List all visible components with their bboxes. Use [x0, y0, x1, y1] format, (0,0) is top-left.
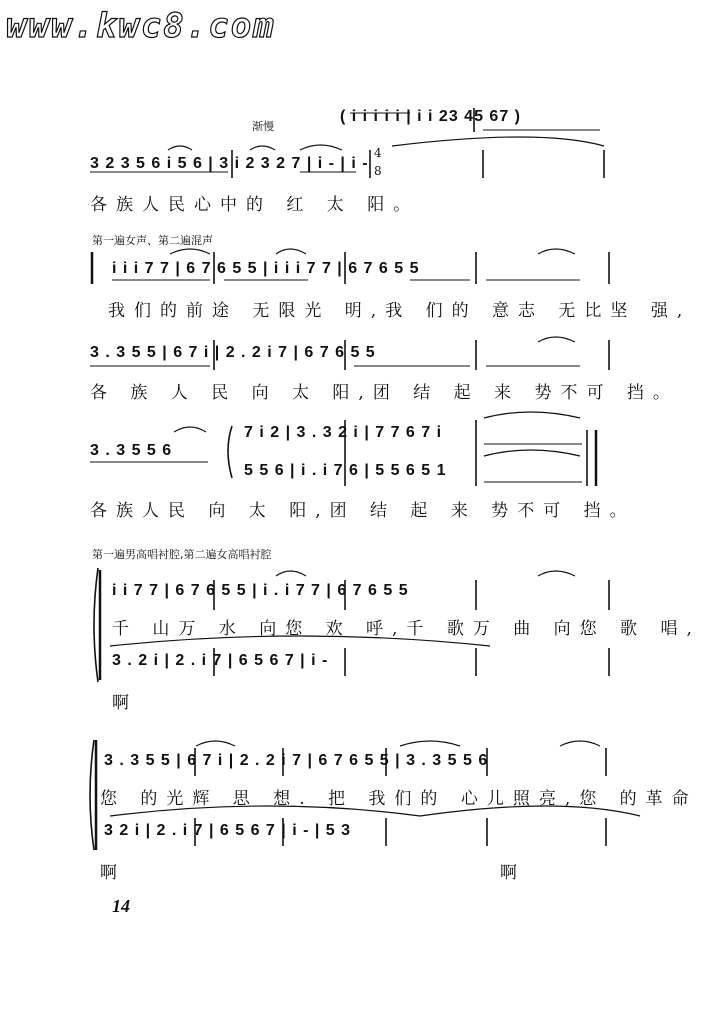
section1-header: 第一遍女声、第二遍混声 — [92, 234, 213, 247]
row6-notes-upper: 3 . 3 5 5 | 6 7 i | 2 . 2 i 7 | 6 7 6 5 5 | 3 . 3 5 5 6 — [104, 752, 489, 769]
row3-notes: 3 . 3 5 5 | 6 7 i | 2 . 2 i 7 | 6 7 6 5 5 — [90, 344, 376, 361]
row1-lyrics: 各族人民心中的 红 太 阳。 — [90, 195, 420, 215]
row4-notes-lower: 5 5 6 | i . i 7 6 | 5 5 6 5 1 — [244, 462, 447, 479]
row6-lyrics-lower-2: 啊 — [500, 863, 526, 883]
time-sig-bottom: 8 — [374, 164, 382, 178]
watermark: www.kwc8.com — [6, 6, 276, 46]
row5-lyrics-upper: 千 山万 水 向您 欢 呼,千 歌万 曲 向您 歌 唱, — [112, 619, 701, 639]
row5-notes-upper: i i 7 7 | 6 7 6 5 5 | i . i 7 7 | 6 7 6 5 5 — [112, 582, 409, 599]
intro-phrase: ( i i i i i | i i 23 45 67 ) — [340, 108, 521, 125]
row4-notes-upper: 7 i 2 | 3 . 3 2 i | 7 7 6 7 i — [244, 424, 443, 441]
row3-lyrics: 各 族 人 民 向 太 阳,团 结 起 来 势不可 挡。 — [90, 383, 679, 403]
row5-notes-lower: 3 . 2 i | 2 . i 7 | 6 5 6 7 | i - — [112, 652, 329, 669]
row6-lyrics-upper: 您 的光辉 思 想. 把 我们的 心儿照亮,您 的革命 — [100, 789, 698, 809]
row6-notes-lower: 3 2 i | 2 . i 7 | 6 5 6 7 | i - | 5 3 — [104, 822, 352, 839]
row6-lyrics-lower-1: 啊 — [100, 863, 126, 883]
row1-notes: 3 2 3 5 6 i 5 6 | 3 i 2 3 2 7 | i - | i - — [90, 155, 369, 172]
time-sig-top: 4 — [374, 146, 382, 160]
row5-lyrics-lower: 啊 — [112, 693, 138, 713]
tempo-mark: 渐慢 — [252, 120, 274, 133]
row2-lyrics: 我们的前途 无限光 明,我 们的 意志 无比坚 强, — [108, 301, 692, 321]
row2-notes: i i i 7 7 | 6 7 6 5 5 | i i i 7 7 | 6 7 6 5 5 — [112, 260, 420, 277]
page-number: 14 — [112, 896, 130, 916]
row4-lyrics: 各族人民 向 太 阳,团 结 起 来 势不可 挡。 — [90, 501, 636, 521]
row4-notes-a: 3 . 3 5 5 6 — [90, 442, 173, 459]
section2-header: 第一遍男高唱衬腔,第二遍女高唱衬腔 — [92, 548, 272, 561]
